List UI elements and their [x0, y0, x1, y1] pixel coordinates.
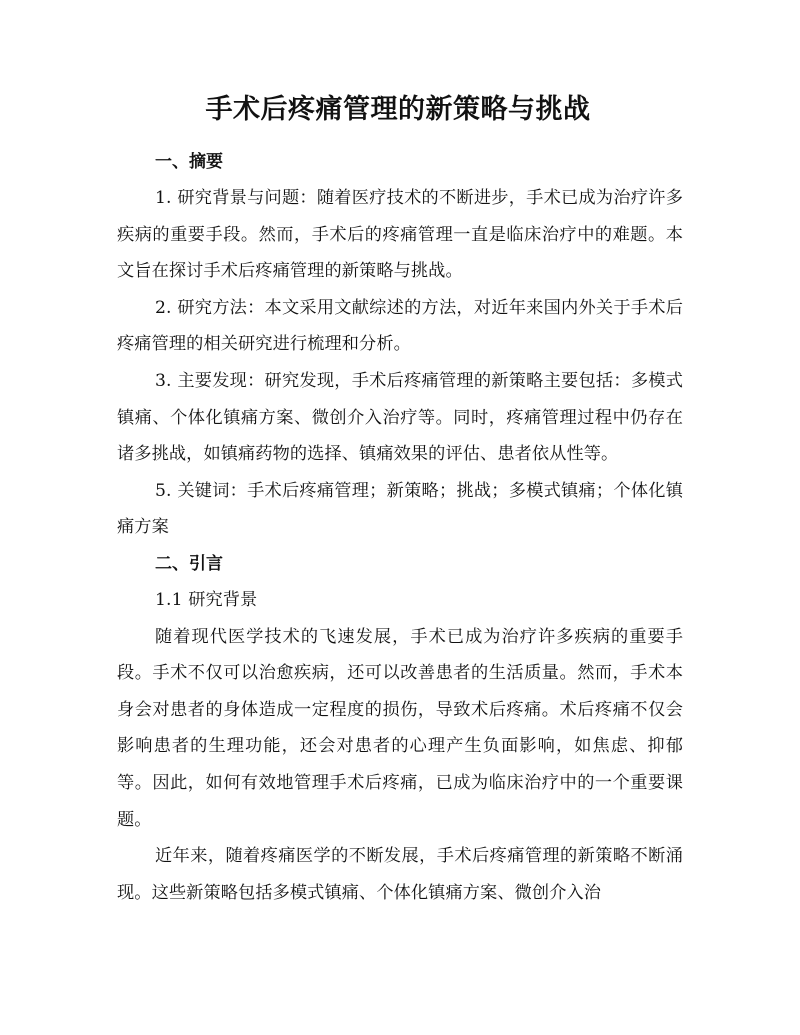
- abstract-paragraph-method: 2. 研究方法：本文采用文献综述的方法，对近年来国内外关于手术后疼痛管理的相关研究进行梳理和分析。: [117, 297, 683, 355]
- subsection-heading-background: 1.1 研究背景: [155, 589, 258, 610]
- section-heading-introduction: 二、引言: [155, 553, 223, 574]
- abstract-paragraph-keywords: 5. 关键词：手术后疼痛管理；新策略；挑战；多模式镇痛；个体化镇痛方案: [117, 480, 683, 538]
- section-heading-abstract: 一、摘要: [155, 152, 223, 172]
- intro-paragraph-2: 近年来，随着疼痛医学的不断发展，手术后疼痛管理的新策略不断涌现。这些新策略包括多模式镇痛、个体化镇痛方案、微创介入治: [117, 846, 683, 903]
- document-title: 手术后疼痛管理的新策略与挑战: [205, 94, 591, 125]
- abstract-paragraph-findings: 3. 主要发现：研究发现，手术后疼痛管理的新策略主要包括：多模式镇痛、个体化镇痛方案、微创介入治疗等。同时，疼痛管理过程中仍存在诸多挑战，如镇痛药物的选择、镇痛效果的评估、患者依从性等。: [117, 370, 683, 465]
- abstract-paragraph-background: 1. 研究背景与问题：随着医疗技术的不断进步，手术已成为治疗许多疾病的重要手段。然而，手术后的疼痛管理一直是临床治疗中的难题。本文旨在探讨手术后疼痛管理的新策略与挑战。: [117, 188, 683, 282]
- intro-paragraph-1: 随着现代医学技术的飞速发展，手术已成为治疗许多疾病的重要手段。手术不仅可以治愈疾病，还可以改善患者的生活质量。然而，手术本身会对患者的身体造成一定程度的损伤，导致术后疼痛。术后疼痛不仅会影响患者的生理功能，还会对患者的心理产生负面影响，如焦虑、抑郁等。因此，如何有效地管理手术后疼痛，已成为临床治疗中的一个重要课题。: [117, 626, 683, 830]
- document-page: [117, 90, 683, 911]
